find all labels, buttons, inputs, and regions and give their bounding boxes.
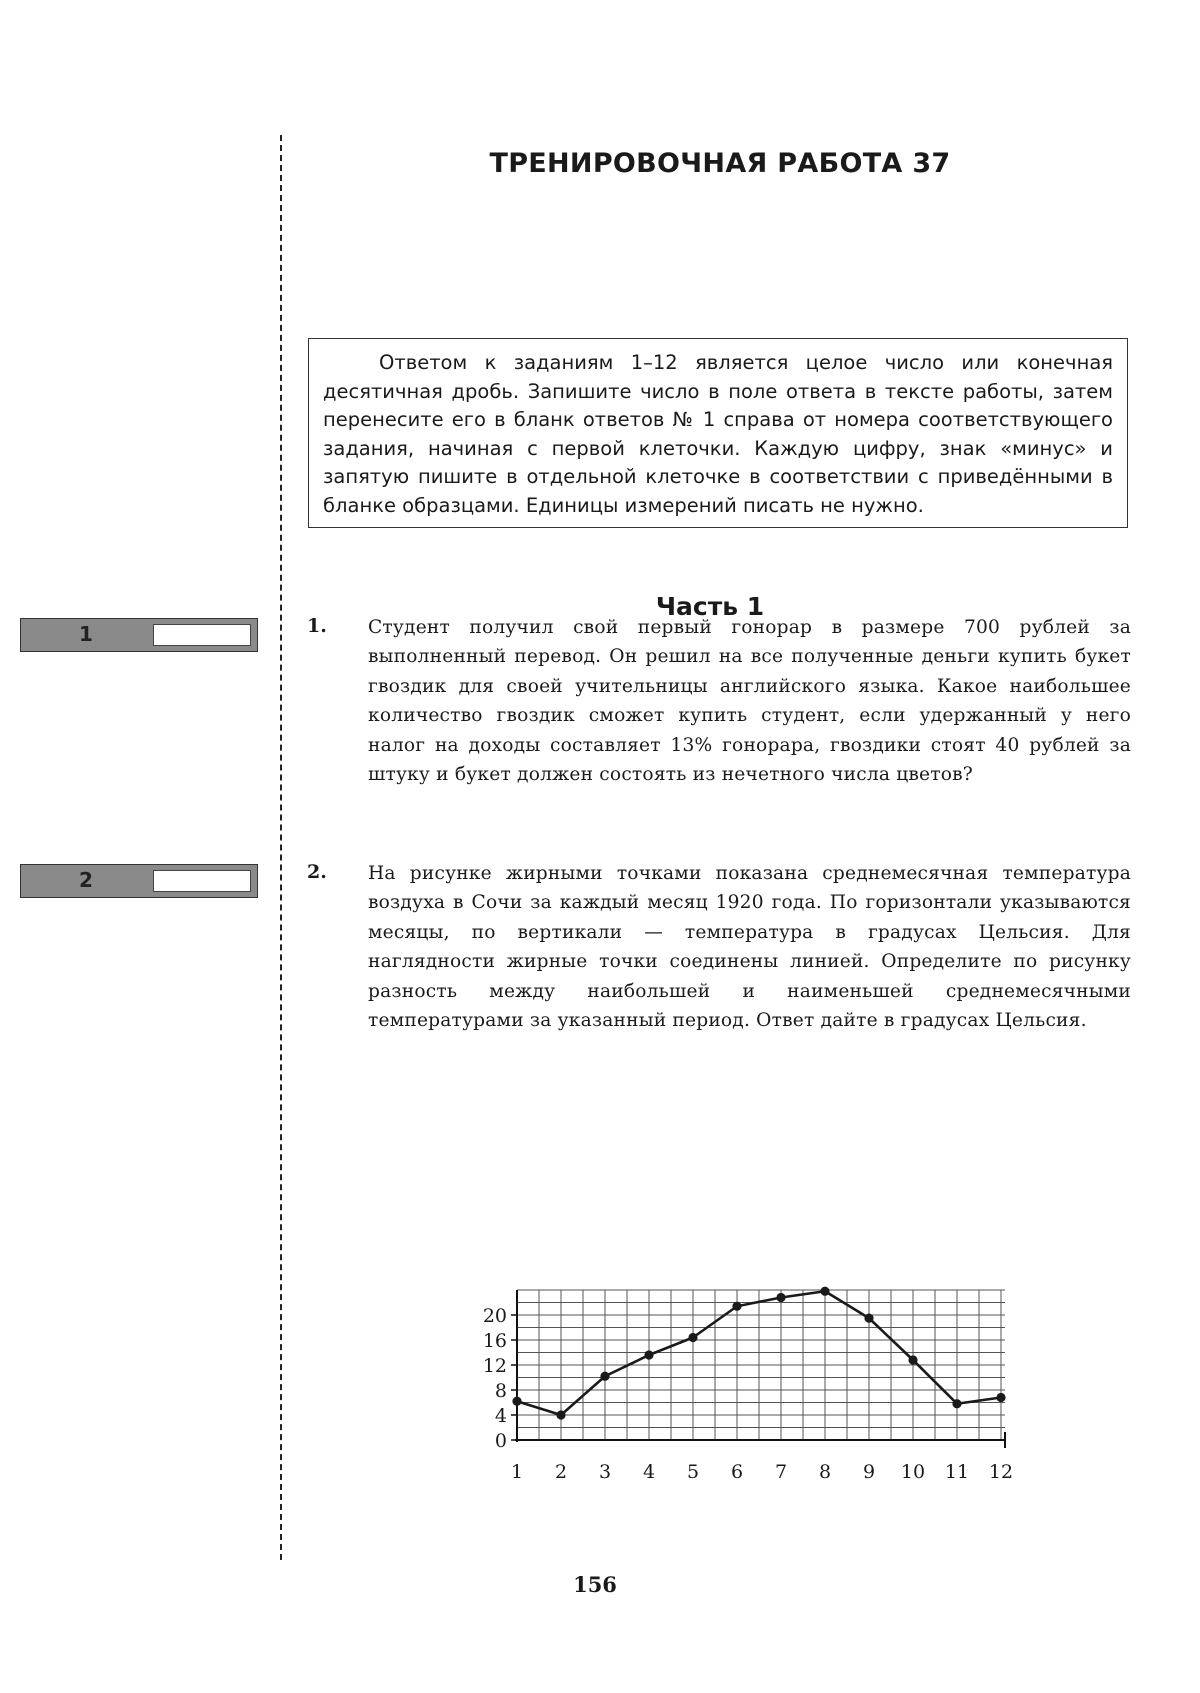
page-number: 156 (573, 1572, 617, 1597)
x-tick-label: 11 (944, 1461, 970, 1483)
page-title: ТРЕНИРОВОЧНАЯ РАБОТА 37 (489, 148, 951, 179)
task-2-number: 2. (307, 861, 327, 883)
data-point (556, 1410, 565, 1419)
data-point (512, 1397, 521, 1406)
x-tick-label: 4 (642, 1461, 656, 1483)
data-point (732, 1302, 741, 1311)
y-tick-label: 8 (494, 1380, 507, 1402)
part-title: Часть 1 (655, 592, 765, 621)
x-tick-label: 12 (988, 1461, 1014, 1483)
temperature-chart (460, 1170, 1020, 1520)
data-point (644, 1350, 653, 1359)
y-tick-label: 20 (482, 1305, 507, 1327)
answer-box-1 (20, 618, 258, 652)
answer-box-2 (20, 864, 258, 898)
answer-field[interactable] (153, 624, 251, 646)
x-tick-label: 1 (510, 1461, 524, 1483)
x-tick-label: 6 (730, 1461, 744, 1483)
x-tick-label: 5 (686, 1461, 700, 1483)
answer-box-label: 1 (79, 622, 93, 646)
data-point (776, 1293, 785, 1302)
instructions-box: Ответом к заданиям 1–12 является целое число или конечная десятичная дробь. Запишите число в поле ответа в тексте работы, затем перенесите его в бланк ответов № 1 справа от номера соответствующего задания, начиная с первой клеточки. Каждую цифру, знак «минус» и запятую пишите в отдельной клеточке в соответствии с приведёнными в бланке образцами. Единицы измерений писать не нужно. (308, 338, 1128, 528)
x-tick-label: 10 (900, 1461, 926, 1483)
data-point (688, 1333, 697, 1342)
task-1-number: 1. (307, 615, 327, 637)
data-point (600, 1372, 609, 1381)
x-tick-label: 8 (818, 1461, 832, 1483)
y-tick-label: 12 (482, 1355, 507, 1377)
data-point (908, 1355, 917, 1364)
task-2-text: На рисунке жирными точками показана среднемесячная температура воздуха в Сочи за каждый месяц 1920 года. По горизонтали указываются месяцы, по вертикали — температура в градусах Цельсия. Для наглядности жирные точки соединены линией. Определите по рисунку разность между наибольшей и наименьшей среднемесячными температурами за указанный период. Ответ дайте в градусах Цельсия. (368, 863, 1131, 1032)
x-tick-label: 2 (554, 1461, 568, 1483)
x-tick-label: 9 (862, 1461, 876, 1483)
data-point (820, 1287, 829, 1296)
task-1-text: Студент получил свой первый гонорар в размере 700 рублей за выполненный перевод. Он решил на все полученные деньги купить букет гвоздик для своей учительницы английского языка. Какое наибольшее количество гвоздик сможет купить студент, если удержанный у него налог на доходы составляет 13% гонорара, гвоздики стоят 40 рублей за штуку и букет должен состоять из нечетного числа цветов? (368, 617, 1131, 786)
data-point (864, 1314, 873, 1323)
data-point (996, 1393, 1005, 1402)
cut-line (280, 135, 282, 1560)
x-tick-label: 7 (774, 1461, 788, 1483)
y-tick-label: 0 (494, 1430, 507, 1452)
answer-field[interactable] (153, 870, 251, 892)
y-tick-label: 4 (494, 1405, 507, 1427)
data-point (952, 1399, 961, 1408)
x-tick-label: 3 (598, 1461, 612, 1483)
answer-box-label: 2 (79, 868, 93, 892)
y-tick-label: 16 (482, 1330, 507, 1352)
